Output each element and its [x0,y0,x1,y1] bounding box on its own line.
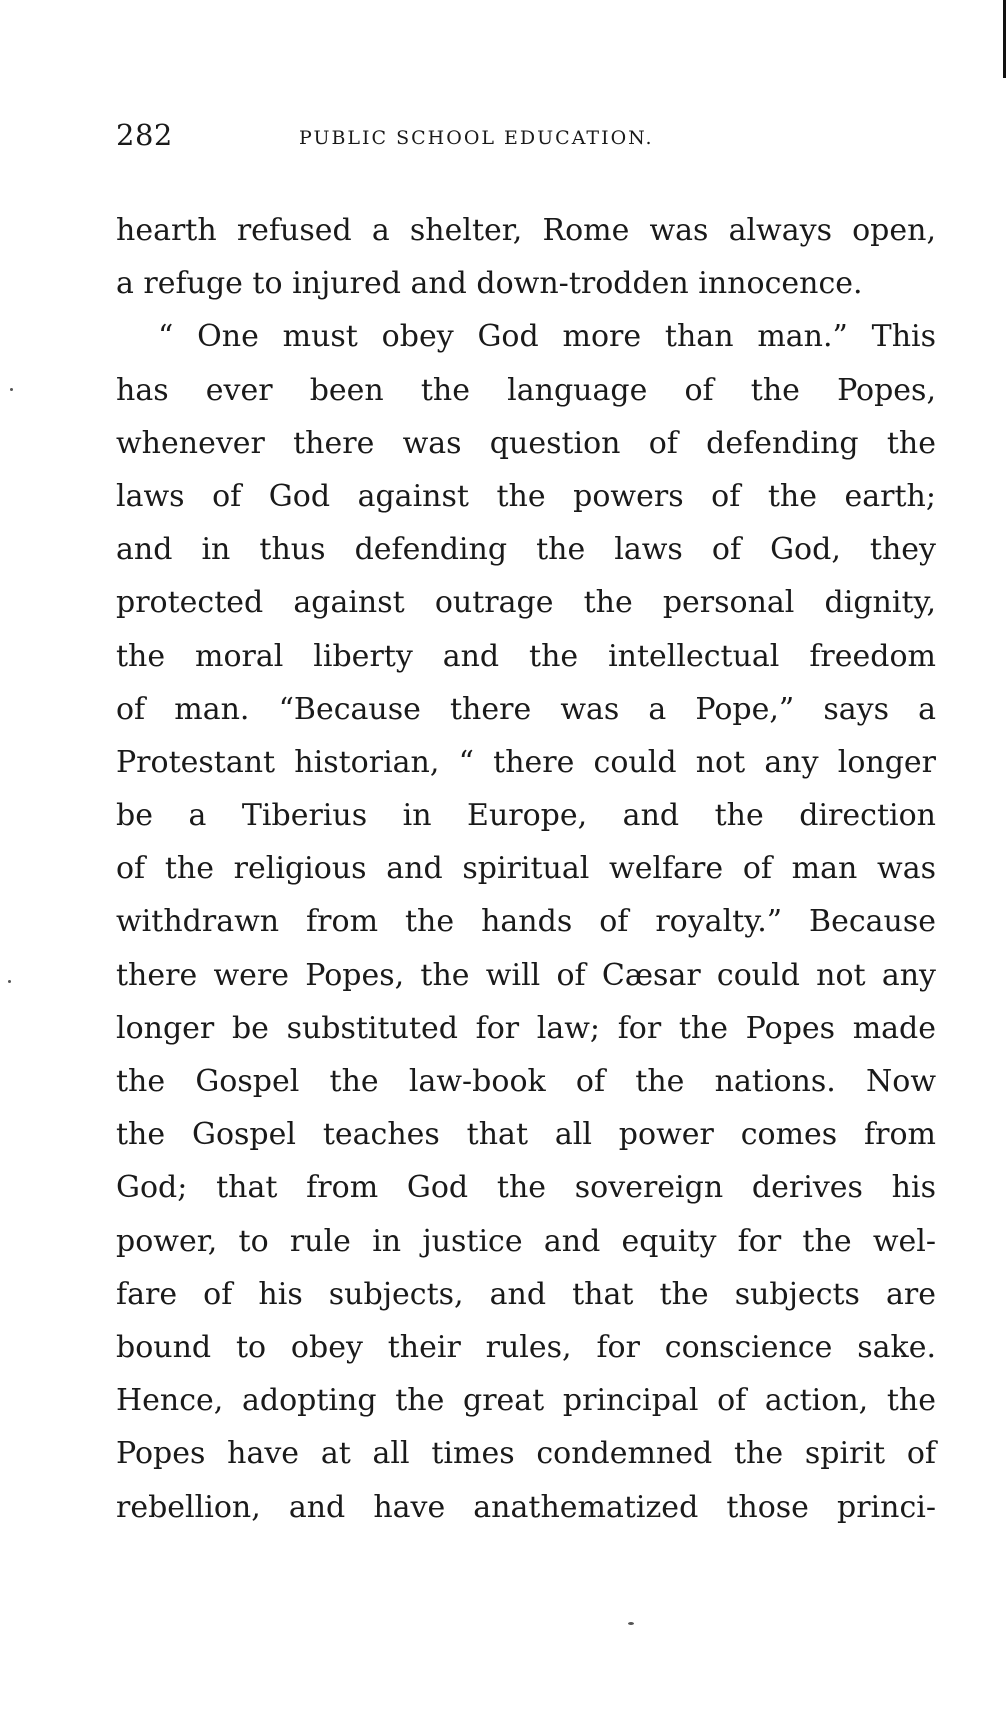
text-line: of the religious and spiritual welfare of man was [116,851,936,887]
text-line: and in thus defending the laws of God, they [116,532,936,568]
text-line: Hence, adopting the great principal of action, the [116,1383,936,1419]
page-number: 282 [116,118,173,152]
text-line: protected against outrage the personal dignity, [116,585,936,621]
text-line: Popes have at all times condemned the spirit of [116,1436,936,1472]
text-line: a refuge to injured and down-trodden innocence. [116,266,863,302]
text-line: the Gospel teaches that all power comes from [116,1117,936,1153]
page-header [116,118,936,158]
text-line: God; that from God the sovereign derives his [116,1170,936,1206]
text-line: fare of his subjects, and that the subjects are [116,1276,936,1312]
text-line: longer be substituted for law; for the Popes made [116,1010,936,1046]
text-line: the moral liberty and the intellectual freedom [116,638,936,674]
running-title: PUBLIC SCHOOL EDUCATION. [299,127,654,149]
text-line: be a Tiberius in Europe, and the direction [116,798,936,834]
text-line: Protestant historian, “ there could not any longer [116,744,936,780]
text-line: of man. “Because there was a Pope,” says a [116,691,936,727]
text-line: the Gospel the law-book of the nations. Now [116,1064,936,1099]
text-line: hearth refused a shelter, Rome was always open, [116,213,936,248]
text-line: power, to rule in justice and equity for the wel- [116,1223,936,1259]
text-line: laws of God against the powers of the earth; [116,478,936,514]
text-line: there were Popes, the will of Cæsar could not any [116,957,936,993]
scan-speck [628,1622,634,1625]
text-line: withdrawn from the hands of royalty.” Because [116,904,936,940]
text-line: whenever there was question of defending the [116,425,936,461]
text-line: bound to obey their rules, for conscience sake. [116,1329,936,1365]
text-line: “ One must obey God more than man.” This [158,319,936,355]
body-text [116,204,936,1534]
scan-speck [10,388,13,391]
text-line: has ever been the language of the Popes, [116,372,936,408]
scan-speck [8,980,11,983]
text-line: rebellion, and have anathematized those princi- [116,1489,936,1525]
page-edge-mark [1003,0,1006,78]
